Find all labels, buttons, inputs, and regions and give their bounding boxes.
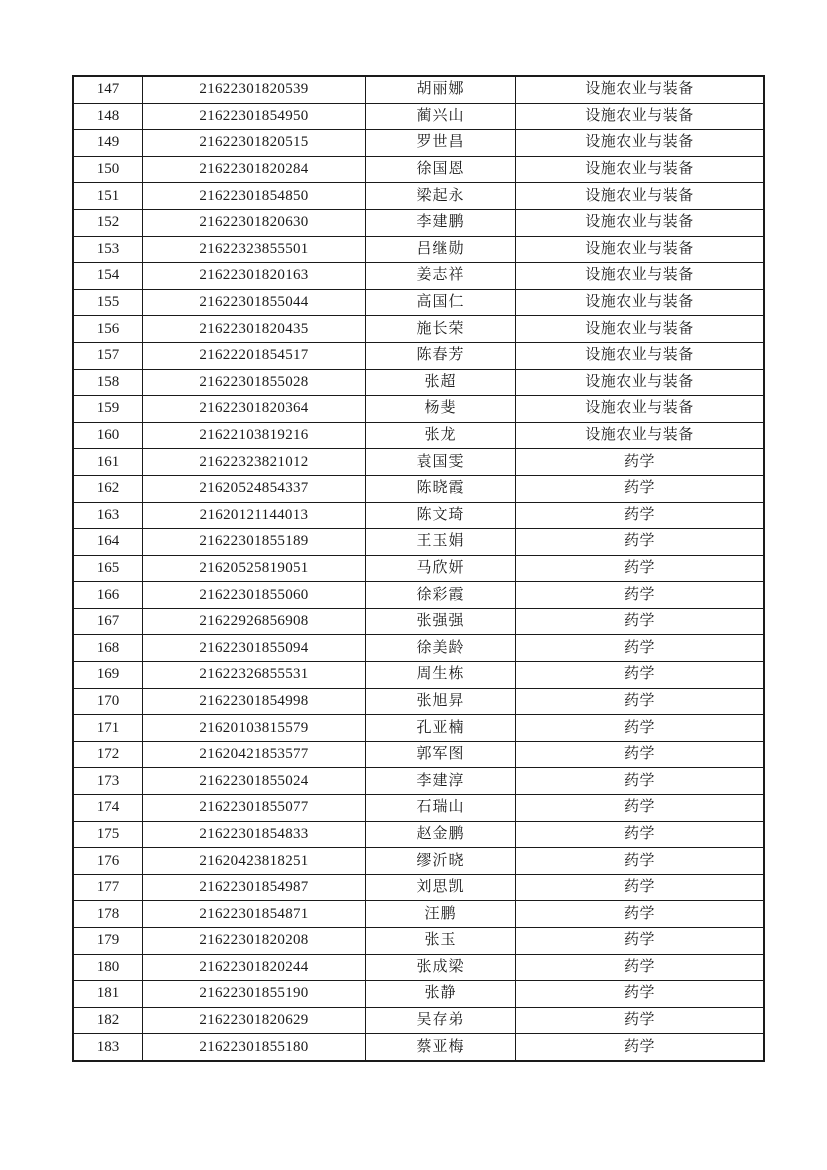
cell-major: 药学 [516, 475, 765, 502]
cell-id: 21620103815579 [143, 715, 366, 742]
table-row [73, 289, 764, 316]
cell-id: 21620525819051 [143, 555, 366, 582]
table-row [73, 901, 764, 928]
cell-major: 药学 [516, 954, 765, 981]
cell-major: 设施农业与装备 [516, 342, 765, 369]
cell-name: 张超 [366, 369, 516, 396]
table-row [73, 928, 764, 955]
table-row [73, 449, 764, 476]
cell-id: 21622301855028 [143, 369, 366, 396]
cell-no: 178 [73, 901, 143, 928]
cell-name: 赵金鹏 [366, 821, 516, 848]
cell-name: 张龙 [366, 422, 516, 449]
table-row [73, 768, 764, 795]
cell-major: 药学 [516, 608, 765, 635]
cell-name: 吴存弟 [366, 1007, 516, 1034]
cell-id: 21622301820539 [143, 76, 366, 103]
cell-id: 21622326855531 [143, 662, 366, 689]
table-row [73, 396, 764, 423]
cell-no: 161 [73, 449, 143, 476]
cell-no: 174 [73, 795, 143, 822]
cell-name: 姜志祥 [366, 263, 516, 290]
cell-id: 21622926856908 [143, 608, 366, 635]
cell-major: 设施农业与装备 [516, 396, 765, 423]
cell-id: 21622201854517 [143, 342, 366, 369]
cell-name: 周生栋 [366, 662, 516, 689]
cell-no: 175 [73, 821, 143, 848]
cell-no: 163 [73, 502, 143, 529]
cell-name: 徐彩霞 [366, 582, 516, 609]
cell-id: 21622301855044 [143, 289, 366, 316]
cell-name: 徐美龄 [366, 635, 516, 662]
cell-no: 147 [73, 76, 143, 103]
cell-no: 183 [73, 1034, 143, 1061]
table-row [73, 874, 764, 901]
cell-no: 158 [73, 369, 143, 396]
cell-id: 21622301855189 [143, 529, 366, 556]
table-row [73, 582, 764, 609]
table-row [73, 369, 764, 396]
cell-major: 设施农业与装备 [516, 76, 765, 103]
cell-major: 药学 [516, 741, 765, 768]
cell-major: 设施农业与装备 [516, 130, 765, 157]
cell-no: 149 [73, 130, 143, 157]
cell-name: 陈春芳 [366, 342, 516, 369]
cell-name: 李建鹏 [366, 209, 516, 236]
cell-id: 21620524854337 [143, 475, 366, 502]
table-row [73, 1034, 764, 1061]
cell-name: 胡丽娜 [366, 76, 516, 103]
table-row [73, 76, 764, 103]
cell-no: 150 [73, 156, 143, 183]
cell-name: 石瑞山 [366, 795, 516, 822]
cell-major: 药学 [516, 1007, 765, 1034]
cell-id: 21622301820630 [143, 209, 366, 236]
cell-name: 汪鹏 [366, 901, 516, 928]
cell-name: 张旭昇 [366, 688, 516, 715]
cell-no: 170 [73, 688, 143, 715]
cell-name: 袁国雯 [366, 449, 516, 476]
cell-major: 药学 [516, 449, 765, 476]
cell-major: 设施农业与装备 [516, 263, 765, 290]
cell-major: 药学 [516, 1034, 765, 1061]
cell-id: 21622301854987 [143, 874, 366, 901]
cell-name: 李建淳 [366, 768, 516, 795]
cell-id: 21622301820208 [143, 928, 366, 955]
cell-name: 吕继勋 [366, 236, 516, 263]
cell-id: 21622301855077 [143, 795, 366, 822]
table-row [73, 316, 764, 343]
cell-name: 施长荣 [366, 316, 516, 343]
cell-major: 药学 [516, 502, 765, 529]
table-row [73, 236, 764, 263]
cell-name: 孔亚楠 [366, 715, 516, 742]
cell-no: 182 [73, 1007, 143, 1034]
cell-id: 21622301820629 [143, 1007, 366, 1034]
cell-no: 180 [73, 954, 143, 981]
table-row [73, 715, 764, 742]
cell-name: 高国仁 [366, 289, 516, 316]
cell-id: 21622301855094 [143, 635, 366, 662]
cell-no: 151 [73, 183, 143, 210]
table-row [73, 263, 764, 290]
table-row [73, 635, 764, 662]
cell-major: 药学 [516, 901, 765, 928]
table-row [73, 502, 764, 529]
cell-id: 21620423818251 [143, 848, 366, 875]
table-row [73, 954, 764, 981]
cell-major: 药学 [516, 555, 765, 582]
cell-major: 药学 [516, 848, 765, 875]
cell-id: 21622301820515 [143, 130, 366, 157]
cell-id: 21622323821012 [143, 449, 366, 476]
cell-major: 药学 [516, 582, 765, 609]
cell-no: 162 [73, 475, 143, 502]
cell-no: 155 [73, 289, 143, 316]
cell-id: 21622301855024 [143, 768, 366, 795]
cell-major: 药学 [516, 662, 765, 689]
table-row [73, 662, 764, 689]
table-row [73, 981, 764, 1008]
table-row [73, 555, 764, 582]
cell-id: 21622301820284 [143, 156, 366, 183]
cell-no: 148 [73, 103, 143, 130]
cell-name: 张玉 [366, 928, 516, 955]
cell-no: 153 [73, 236, 143, 263]
cell-no: 160 [73, 422, 143, 449]
table-row [73, 608, 764, 635]
table-row [73, 475, 764, 502]
table-row [73, 529, 764, 556]
cell-id: 21622301854950 [143, 103, 366, 130]
cell-id: 21620421853577 [143, 741, 366, 768]
cell-major: 药学 [516, 768, 765, 795]
table-row [73, 688, 764, 715]
cell-major: 药学 [516, 795, 765, 822]
table-row [73, 103, 764, 130]
cell-name: 张强强 [366, 608, 516, 635]
cell-no: 177 [73, 874, 143, 901]
table-row [73, 795, 764, 822]
cell-major: 设施农业与装备 [516, 289, 765, 316]
cell-major: 药学 [516, 715, 765, 742]
cell-major: 设施农业与装备 [516, 209, 765, 236]
cell-no: 157 [73, 342, 143, 369]
table-row [73, 156, 764, 183]
cell-no: 152 [73, 209, 143, 236]
cell-major: 药学 [516, 821, 765, 848]
cell-no: 167 [73, 608, 143, 635]
cell-major: 设施农业与装备 [516, 236, 765, 263]
cell-no: 172 [73, 741, 143, 768]
table-row [73, 821, 764, 848]
cell-id: 21622323855501 [143, 236, 366, 263]
cell-no: 156 [73, 316, 143, 343]
cell-id: 21620121144013 [143, 502, 366, 529]
table-row [73, 130, 764, 157]
cell-no: 159 [73, 396, 143, 423]
cell-id: 21622301854871 [143, 901, 366, 928]
cell-no: 169 [73, 662, 143, 689]
cell-no: 171 [73, 715, 143, 742]
cell-name: 蔺兴山 [366, 103, 516, 130]
cell-major: 设施农业与装备 [516, 422, 765, 449]
cell-id: 21622301820244 [143, 954, 366, 981]
cell-major: 药学 [516, 529, 765, 556]
student-roster-table [72, 75, 765, 1062]
cell-name: 缪沂晓 [366, 848, 516, 875]
cell-major: 药学 [516, 981, 765, 1008]
cell-id: 21622301820163 [143, 263, 366, 290]
cell-major: 设施农业与装备 [516, 183, 765, 210]
cell-name: 蔡亚梅 [366, 1034, 516, 1061]
cell-name: 梁起永 [366, 183, 516, 210]
cell-no: 181 [73, 981, 143, 1008]
cell-no: 176 [73, 848, 143, 875]
cell-id: 21622301854833 [143, 821, 366, 848]
cell-major: 药学 [516, 635, 765, 662]
cell-major: 设施农业与装备 [516, 369, 765, 396]
cell-id: 21622301854998 [143, 688, 366, 715]
table-row [73, 848, 764, 875]
cell-major: 设施农业与装备 [516, 316, 765, 343]
cell-name: 马欣妍 [366, 555, 516, 582]
cell-major: 药学 [516, 874, 765, 901]
cell-id: 21622301820435 [143, 316, 366, 343]
cell-id: 21622301855060 [143, 582, 366, 609]
cell-id: 21622301855180 [143, 1034, 366, 1061]
cell-major: 药学 [516, 928, 765, 955]
table-row [73, 209, 764, 236]
cell-no: 164 [73, 529, 143, 556]
cell-no: 173 [73, 768, 143, 795]
cell-id: 21622301854850 [143, 183, 366, 210]
table-row [73, 183, 764, 210]
cell-name: 杨斐 [366, 396, 516, 423]
cell-no: 154 [73, 263, 143, 290]
table-row [73, 422, 764, 449]
cell-name: 王玉娟 [366, 529, 516, 556]
cell-major: 设施农业与装备 [516, 103, 765, 130]
cell-id: 21622301820364 [143, 396, 366, 423]
cell-name: 徐国恩 [366, 156, 516, 183]
cell-no: 166 [73, 582, 143, 609]
cell-major: 设施农业与装备 [516, 156, 765, 183]
cell-no: 165 [73, 555, 143, 582]
cell-name: 罗世昌 [366, 130, 516, 157]
cell-name: 张静 [366, 981, 516, 1008]
table-row [73, 741, 764, 768]
cell-name: 陈文琦 [366, 502, 516, 529]
cell-name: 刘思凯 [366, 874, 516, 901]
cell-name: 郭军图 [366, 741, 516, 768]
cell-id: 21622103819216 [143, 422, 366, 449]
table-row [73, 1007, 764, 1034]
cell-name: 张成梁 [366, 954, 516, 981]
cell-major: 药学 [516, 688, 765, 715]
cell-name: 陈晓霞 [366, 475, 516, 502]
cell-id: 21622301855190 [143, 981, 366, 1008]
cell-no: 168 [73, 635, 143, 662]
cell-no: 179 [73, 928, 143, 955]
table-body [73, 76, 764, 1061]
table-row [73, 342, 764, 369]
